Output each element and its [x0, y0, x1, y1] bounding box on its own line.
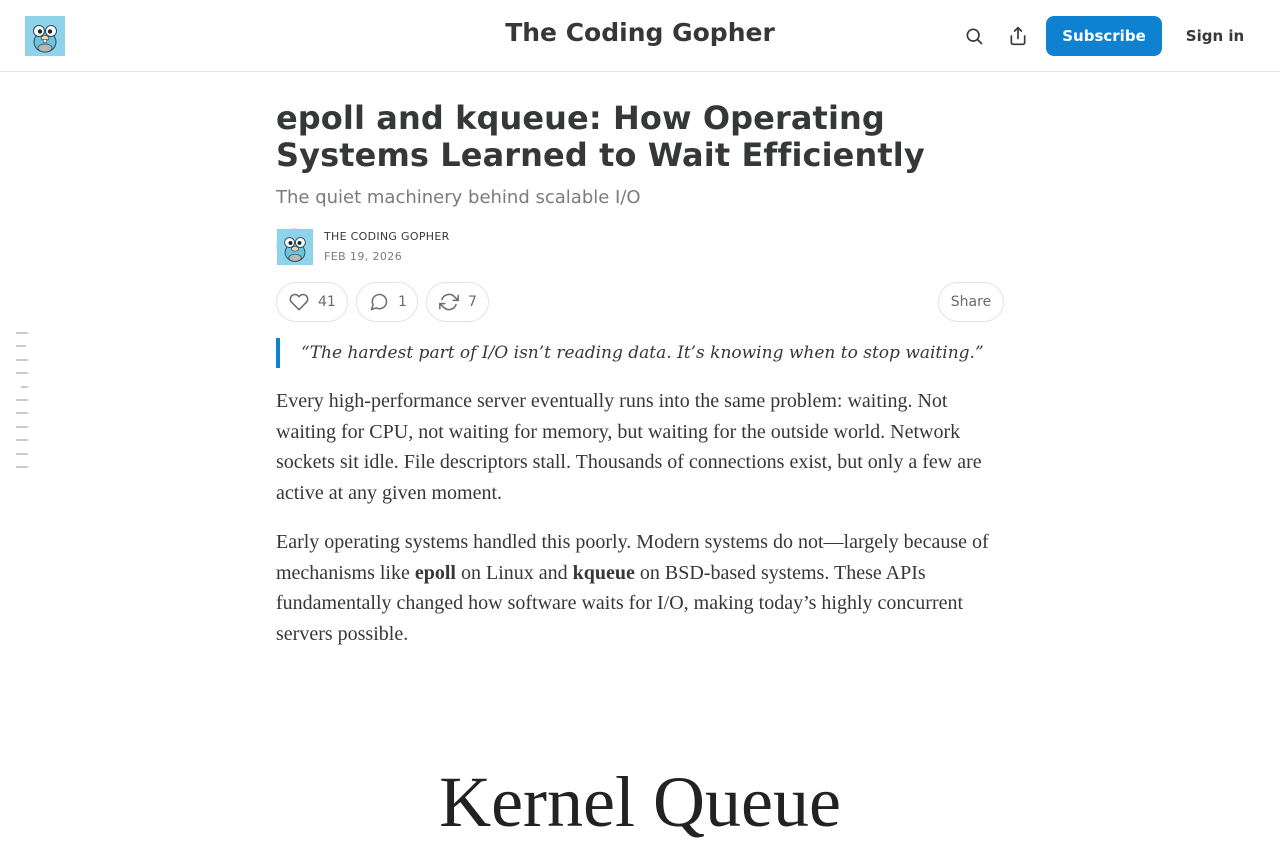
- toc-item[interactable]: [16, 453, 28, 455]
- post-date: FEB 19, 2026: [324, 250, 403, 263]
- image-heading: Kernel Queue: [439, 762, 841, 842]
- paragraph-2-epoll: epoll: [414, 561, 456, 584]
- author-name[interactable]: THE CODING GOPHER: [324, 230, 450, 243]
- paragraph-1: Every high-performance server eventually runs into the same problem: waiting. Not waiting for CPU, not waiting for memory, but waiting for the outside world. Network sockets sit idle. File descriptors stall. Thousands of connections exist, but only a few are active at any given moment.: [276, 390, 982, 504]
- comment-button[interactable]: [356, 282, 418, 322]
- site-title[interactable]: The Coding Gopher: [505, 18, 775, 47]
- toc-item[interactable]: [16, 439, 28, 441]
- restack-count: 7: [468, 294, 477, 310]
- toc-item[interactable]: [16, 412, 28, 414]
- pull-quote: “The hardest part of I/O isn’t reading data. It’s knowing when to stop waiting.”: [276, 338, 1004, 368]
- gopher-logo-icon[interactable]: [25, 16, 65, 56]
- top-bar: [0, 0, 1280, 72]
- share-button[interactable]: Share: [938, 282, 1004, 322]
- avatar[interactable]: [276, 228, 312, 264]
- paragraph-2-kqueue: kqueue: [572, 561, 635, 584]
- comment-icon: [369, 292, 389, 312]
- article: [276, 100, 1004, 649]
- toc-item[interactable]: [16, 345, 26, 347]
- paragraph-2: [276, 527, 1004, 649]
- byline: [276, 228, 1004, 266]
- comment-count: 1: [398, 294, 407, 310]
- table-of-contents[interactable]: [16, 332, 30, 479]
- toc-item[interactable]: [16, 332, 28, 334]
- heart-icon: [289, 292, 309, 312]
- toc-item[interactable]: [16, 466, 28, 468]
- restack-button[interactable]: [426, 282, 489, 322]
- search-button[interactable]: [962, 24, 986, 48]
- search-icon: [964, 26, 984, 46]
- paragraph-2-text-c: on BSD-based systems. These APIs fundamentally changed how software waits for I/O, making today’s highly concurrent servers possible.: [276, 561, 964, 645]
- toc-item[interactable]: [16, 372, 28, 374]
- like-count: 41: [318, 294, 336, 310]
- post-subtitle: The quiet machinery behind scalable I/O: [276, 187, 641, 208]
- like-button[interactable]: [276, 282, 348, 322]
- restack-icon: [439, 292, 459, 312]
- post-title: epoll and kqueue: How Operating Systems Learned to Wait Efficiently: [276, 99, 925, 174]
- sign-in-button[interactable]: Sign in: [1185, 27, 1245, 45]
- toc-item[interactable]: [16, 359, 28, 361]
- paragraph-2-text-b: on Linux and: [455, 561, 573, 584]
- subscribe-button[interactable]: Subscribe: [1046, 16, 1162, 56]
- toc-item[interactable]: [16, 426, 28, 428]
- paragraph-2-text-a: Early operating systems handled this poorly. Modern systems do not—largely because of mechanisms like: [276, 531, 989, 584]
- share-icon: [1008, 26, 1028, 46]
- toc-item[interactable]: [21, 386, 28, 388]
- share-header-button[interactable]: [1006, 24, 1030, 48]
- post-actions: [276, 282, 1004, 322]
- toc-item[interactable]: [16, 399, 28, 401]
